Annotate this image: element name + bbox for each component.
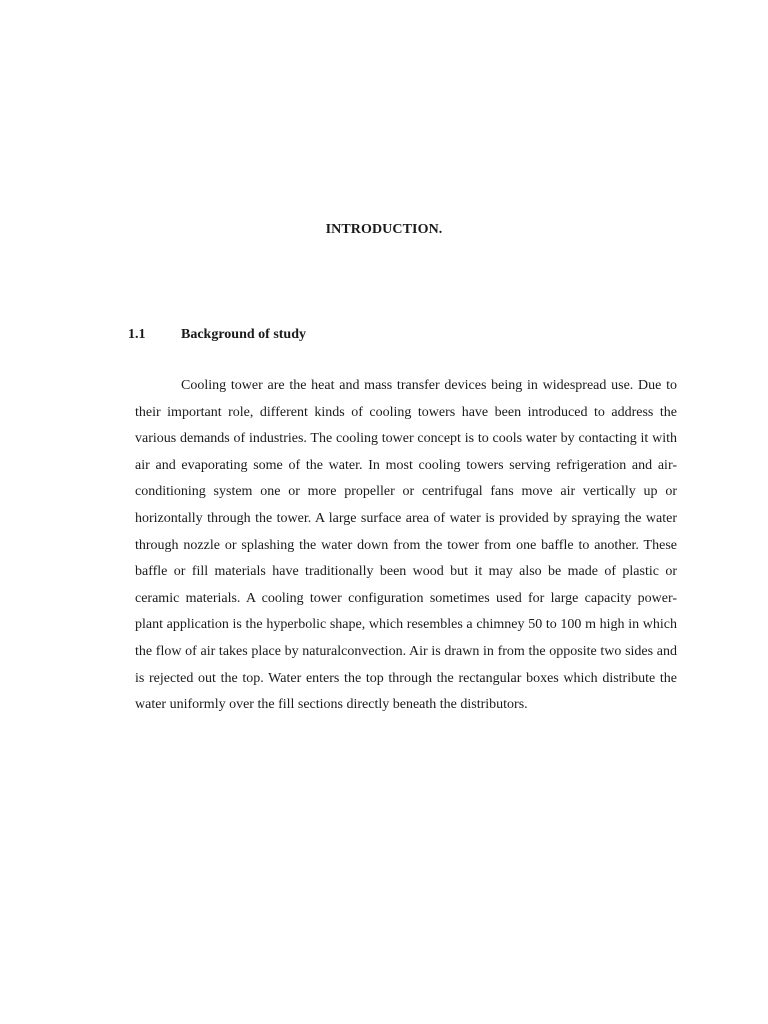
section-title: Background of study (181, 327, 307, 342)
section-heading (128, 327, 306, 343)
section-number: 1.1 (128, 327, 146, 342)
body-paragraph: Cooling tower are the heat and mass transfer devices being in widespread use. Due to their important role, different kinds of cooling towers have been introduced to address the various demands of industries. The cooling tower concept is to cools water by contacting it with air and evaporating some of the water. In most cooling towers serving refrigeration and air-conditioning system one or more propeller or centrifugal fans move air vertically up or horizontally through the tower. A large surface area of water is provided by spraying the water through nozzle or splashing the water down from the tower from one baffle to another. These baffle or fill materials have traditionally been wood but it may also be made of plastic or ceramic materials. A cooling tower configuration sometimes used for large capacity power- plant application is the hyperbolic shape, which resembles a chimney 50 to 100 m high in which the flow of air takes place by naturalconvection. Air is drawn in from the opposite two sides and is rejected out the top. Water enters the top through the rectangular boxes which distribute the water uniformly over the fill sections directly beneath the distributors. (135, 378, 677, 713)
chapter-title: INTRODUCTION. (325, 222, 443, 237)
